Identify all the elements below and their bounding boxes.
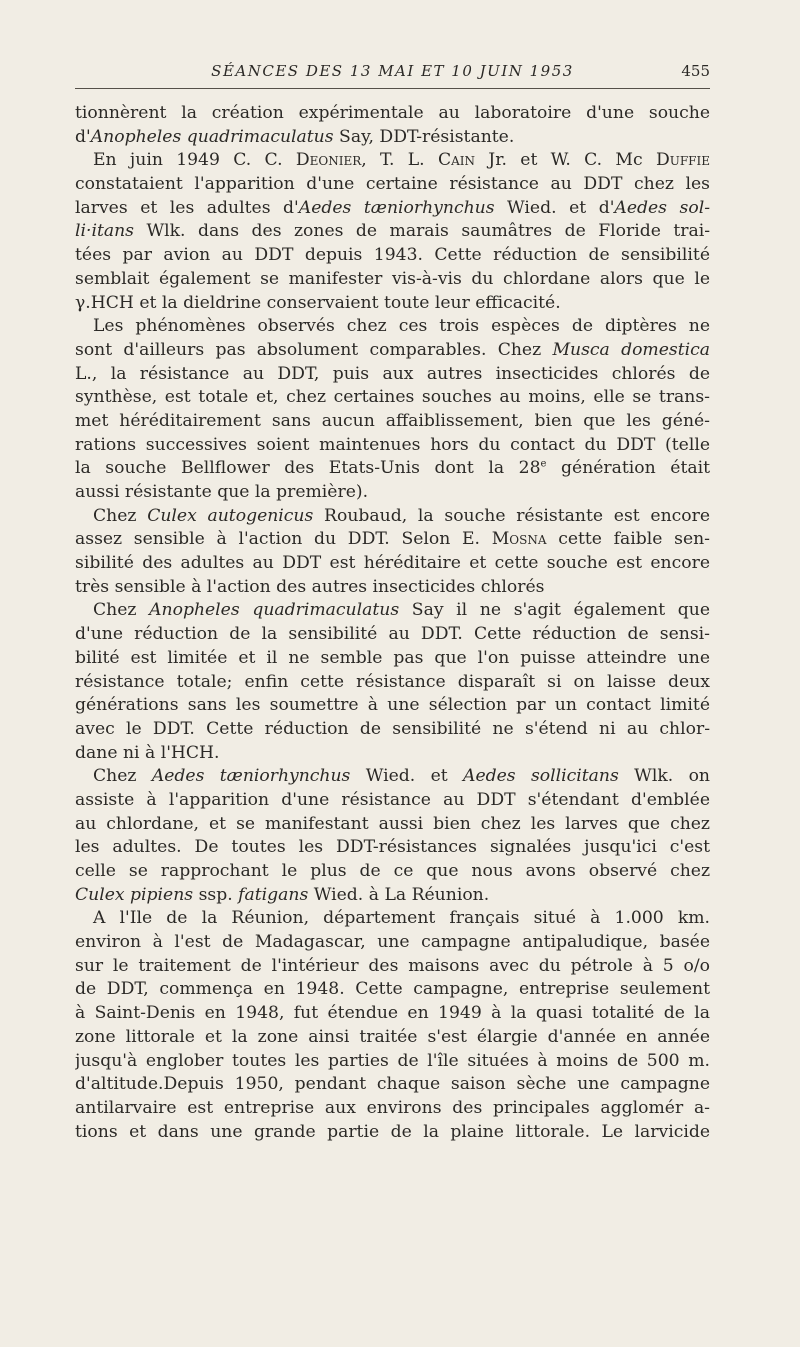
text-line: d'altitude.Depuis 1950, pendant chaque saison sèche une campagne	[75, 1074, 710, 1095]
species-name: Anopheles quadrimaculatus	[149, 600, 400, 621]
text-line: constataient l'apparition d'une certaine résistance au DDT chez les	[75, 174, 710, 195]
text-line: tées par avion au DDT depuis 1943. Cette réduction de sensibilité	[75, 245, 710, 266]
page-number: 455	[681, 62, 710, 80]
species-name: Aedes tæniorhynchus	[298, 197, 495, 218]
text-line: Les phénomènes observés chez ces trois espèces de diptères ne	[93, 316, 710, 337]
body-text	[75, 102, 710, 1144]
species-name: li·itans	[75, 221, 134, 242]
text-line: semblait également se manifester vis-à-vis du chlordane alors que le	[75, 268, 710, 289]
species-name: Aedes sol-	[614, 197, 710, 218]
species-name: Aedes tæniorhynchus	[151, 766, 351, 787]
text-line: synthèse, est totale et, chez certaines souches au moins, elle se trans-	[75, 387, 710, 408]
text-line: générations sans les soumettre à une sélection par un contact limité	[75, 695, 710, 716]
text-line: tionnèrent la création expérimentale au laboratoire d'une souche	[75, 103, 710, 123]
text-line: rations successives soient maintenues hors du contact du DDT (telle	[75, 434, 710, 455]
running-title: SÉANCES DES 13 MAI ET 10 JUIN 1953	[211, 62, 574, 80]
species-name: Aedes sollicitans	[463, 766, 619, 787]
text-line: les adultes. De toutes les DDT-résistances signalées jusqu'ici c'est	[75, 837, 710, 858]
text-line: sont d'ailleurs pas absolument comparables. Chez Musca domestica	[75, 339, 710, 360]
text-line: tions et dans une grande partie de la plaine littorale. Le larvicide	[75, 1121, 710, 1142]
text-line: dane ni à l'HCH.	[75, 742, 220, 763]
text-line: aussi résistante que la première).	[75, 482, 369, 502]
author-name: Cain	[437, 150, 475, 171]
text-line: γ.HCH et la dieldrine conservaient toute leur efficacité.	[75, 292, 561, 313]
text-line: à Saint-Denis en 1948, fut étendue en 1949 à la quasi totalité de la	[75, 1003, 710, 1024]
author-name: Mosna	[491, 529, 547, 550]
text-line: antilarvaire est entreprise aux environs des principales agglomér a-	[75, 1097, 710, 1118]
text-line: résistance totale; enfin cette résistance disparaît si on laisse deux	[75, 671, 710, 692]
text-line: L., la résistance au DDT, puis aux autres insecticides chlorés de	[75, 363, 710, 384]
text-line: Chez Culex autogenicus Roubaud, la souche résistante est encore	[93, 505, 710, 526]
species-name: Culex pipiens	[75, 884, 194, 905]
text-line: avec le DDT. Cette réduction de sensibilité ne s'étend ni au chlor-	[75, 718, 710, 739]
text-line: met héréditairement sans aucun affaiblissement, bien que les géné-	[75, 410, 710, 431]
text-line: la souche Bellflower des Etats-Unis dont la 28e génération était	[75, 458, 710, 479]
author-name: Duffie	[655, 150, 710, 171]
text-line: Culex pipiens ssp. fatigans Wied. à La Réunion.	[75, 884, 490, 905]
text-line: d'une réduction de la sensibilité au DDT. Cette réduction de sensi-	[75, 624, 710, 645]
text-line: assiste à l'apparition d'une résistance au DDT s'étendant d'emblée	[75, 789, 710, 810]
text-line: larves et les adultes d'Aedes tæniorhynchus Wied. et d'Aedes sol-	[75, 197, 710, 218]
text-line: environ à l'est de Madagascar, une campagne antipaludique, basée	[75, 932, 710, 953]
species-name: fatigans	[238, 884, 309, 905]
text-line: jusqu'à englober toutes les parties de l'île situées à moins de 500 m.	[75, 1050, 710, 1071]
text-line: d'Anopheles quadrimaculatus Say, DDT-résistante.	[75, 126, 515, 147]
text-line: celle se rapprochant le plus de ce que nous avons observé chez	[75, 861, 710, 881]
text-line: En juin 1949 C. C. Deonier, T. L. Cain Jr. et W. C. Mc Duffie	[93, 150, 710, 171]
text-line: très sensible à l'action des autres insecticides chlorés	[75, 576, 545, 597]
text-line: li·itans Wlk. dans des zones de marais saumâtres de Floride trai-	[75, 221, 710, 242]
text-line: de DDT, commença en 1948. Cette campagne, entreprise seulement	[75, 979, 710, 1000]
species-name: Anopheles quadrimaculatus	[90, 126, 334, 147]
text-line: sibilité des adultes au DDT est héréditaire et cette souche est encore	[75, 553, 710, 574]
text-line: A l'Ile de la Réunion, département français situé à 1.000 km.	[93, 908, 710, 929]
text-line: zone littorale et la zone ainsi traitée s'est élargie d'année en année	[75, 1026, 710, 1047]
species-name: Musca domestica	[552, 339, 710, 360]
text-line: au chlordane, et se manifestant aussi bien chez les larves que chez	[75, 813, 710, 834]
species-name: Culex autogenicus	[147, 505, 314, 526]
page-header	[75, 58, 710, 89]
text-line: sur le traitement de l'intérieur des maisons avec du pétrole à 5 o/o	[75, 955, 710, 976]
text-line: Chez Aedes tæniorhynchus Wied. et Aedes sollicitans Wlk. on	[93, 766, 710, 787]
text-line: assez sensible à l'action du DDT. Selon E. Mosna cette faible sen-	[75, 529, 710, 550]
text-line: bilité est limitée et il ne semble pas que l'on puisse atteindre une	[75, 647, 710, 668]
author-name: Deonier	[295, 150, 362, 171]
text-line: Chez Anopheles quadrimaculatus Say il ne s'agit également que	[93, 600, 710, 621]
